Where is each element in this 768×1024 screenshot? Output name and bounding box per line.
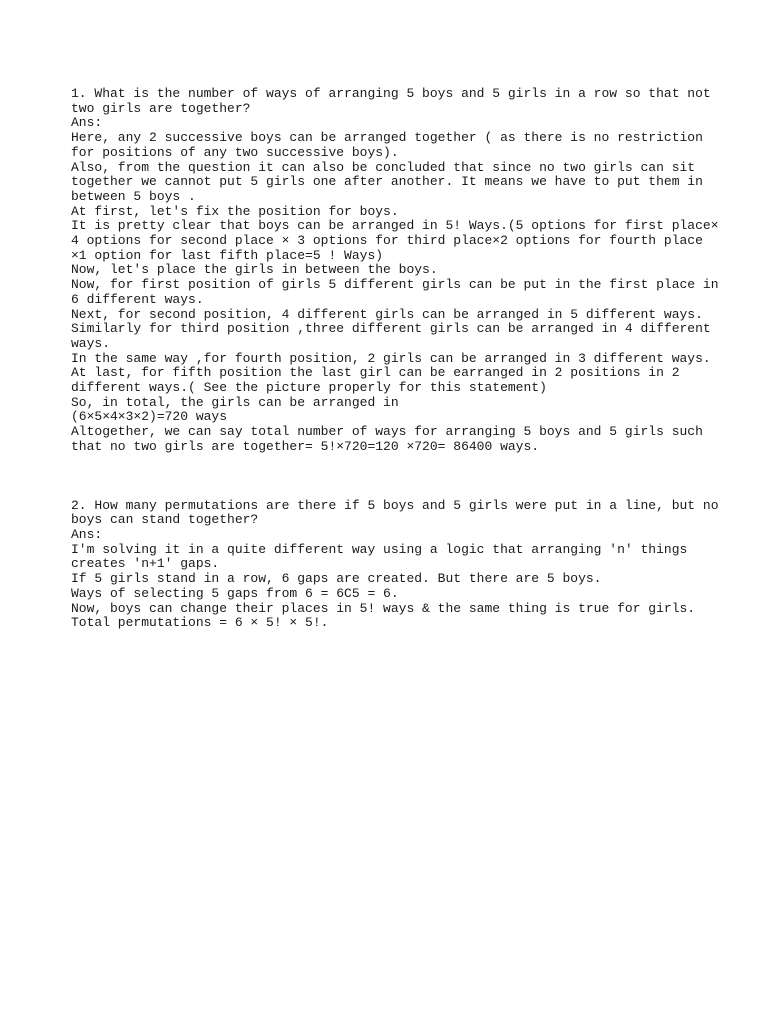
- question-2-text: 2. How many permutations are there if 5 boys and 5 girls were put in a line, but no: [71, 497, 719, 513]
- answer-text: I'm solving it in a quite different way using a logic that arranging 'n' things: [71, 541, 688, 557]
- answer-text: At last, for fifth position the last girl can be earranged in 2 positions in 2: [71, 365, 680, 381]
- answer-text: If 5 girls stand in a row, 6 gaps are created. But there are 5 boys.: [71, 571, 602, 587]
- question-1-section: [71, 86, 719, 455]
- answer-text: Now, let's place the girls in between the boys.: [71, 262, 438, 278]
- answer-text: ×1 option for last fifth place=5 ! Ways): [71, 247, 384, 263]
- answer-text: Now, boys can change their places in 5! ways & the same thing is true for girls.: [71, 600, 696, 616]
- answer-text: In the same way ,for fourth position, 2 girls can be arranged in 3 different ways.: [71, 350, 711, 366]
- answer-text: So, in total, the girls can be arranged in: [71, 394, 399, 410]
- answer-text: between 5 boys .: [71, 188, 196, 204]
- answer-text: Total permutations = 6 × 5! × 5!.: [71, 615, 329, 631]
- answer-text: Now, for first position of girls 5 different girls can be put in the first place in: [71, 277, 719, 293]
- question-1-text: 1. What is the number of ways of arranging 5 boys and 5 girls in a row so that not: [71, 86, 711, 101]
- answer-text: Altogether, we can say total number of ways for arranging 5 boys and 5 girls such: [71, 424, 703, 440]
- question-2-section: [71, 497, 719, 631]
- answer-text: creates 'n+1' gaps.: [71, 556, 220, 572]
- answer-text: together we cannot put 5 girls one after another. It means we have to put them in: [71, 174, 703, 190]
- answer-text: 6 different ways.: [71, 291, 204, 307]
- answer-text: Also, from the question it can also be concluded that since no two girls can sit: [71, 159, 696, 175]
- answer-text: It is pretty clear that boys can be arranged in 5! Ways.(5 options for first place×: [71, 218, 719, 234]
- answer-text: Here, any 2 successive boys can be arranged together ( as there is no restriction: [71, 130, 703, 146]
- question-1-text: two girls are together?: [71, 100, 251, 116]
- answer-label: Ans:: [71, 526, 103, 542]
- answer-label: Ans:: [71, 115, 103, 131]
- answer-text: Ways of selecting 5 gaps from 6 = 6C5 = 6.: [71, 585, 399, 601]
- answer-text: for positions of any two successive boys).: [71, 144, 399, 160]
- question-2-text: boys can stand together?: [71, 512, 259, 528]
- answer-text: that no two girls are together= 5!×720=120 ×720= 86400 ways.: [71, 438, 540, 454]
- answer-text: 4 options for second place × 3 options for third place×2 options for fourth place: [71, 233, 703, 249]
- answer-text: Next, for second position, 4 different girls can be arranged in 5 different ways.: [71, 306, 703, 322]
- answer-text: different ways.( See the picture properly for this statement): [71, 380, 547, 396]
- answer-text: At first, let's fix the position for boys.: [71, 203, 399, 219]
- answer-text: ways.: [71, 335, 111, 351]
- answer-text: (6×5×4×3×2)=720 ways: [71, 409, 228, 425]
- document-body: [71, 86, 719, 631]
- answer-text: Similarly for third position ,three different girls can be arranged in 4 different: [71, 321, 711, 337]
